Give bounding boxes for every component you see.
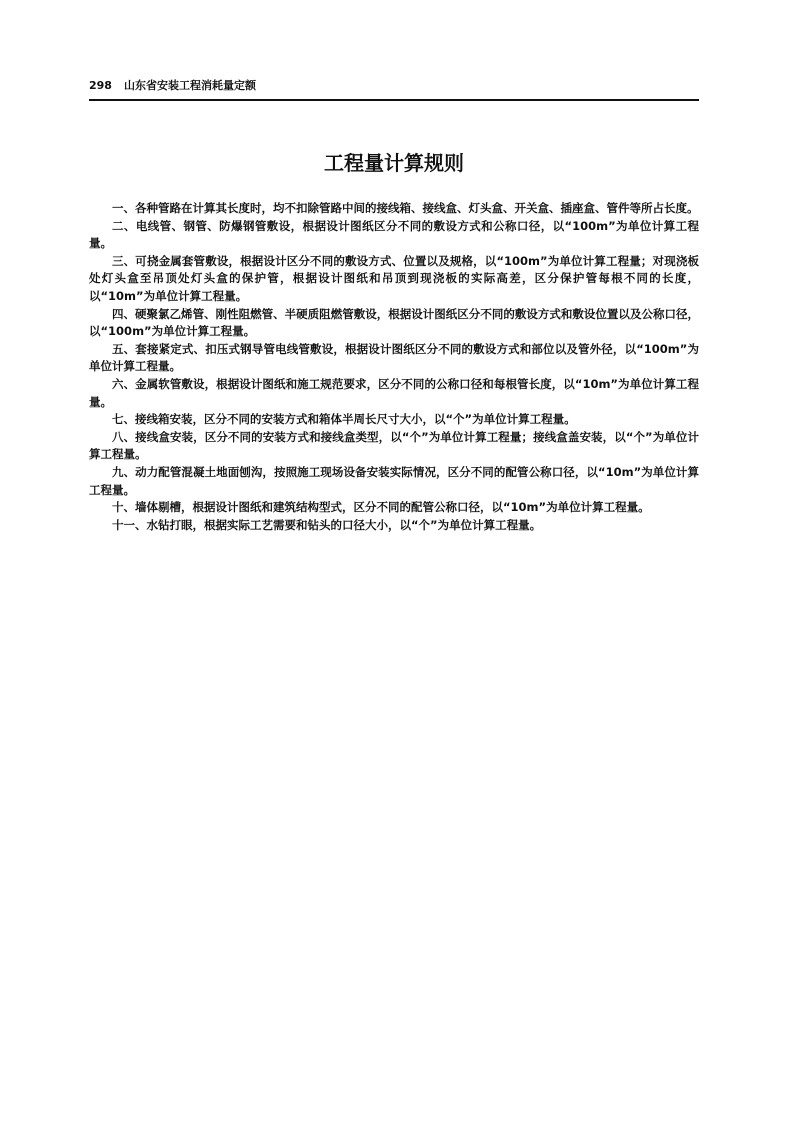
header-rule [89,99,699,101]
rules-body [89,200,699,534]
rule-paragraph: 四、硬聚氯乙烯管、刚性阻燃管、半硬质阻燃管敷设，根据设计图纸区分不同的敷设方式和敷设位置以及公称口径，以“100m”为单位计算工程量。 [89,306,699,339]
rule-paragraph: 六、金属软管敷设，根据设计图纸和施工规范要求，区分不同的公称口径和每根管长度，以“10m”为单位计算工程量。 [89,376,699,409]
rule-paragraph: 一、各种管路在计算其长度时，均不扣除管路中间的接线箱、接线盒、灯头盒、开关盒、插座盒、管件等所占长度。 [112,201,699,215]
rule-paragraph: 五、套接紧定式、扣压式钢导管电线管敷设，根据设计图纸区分不同的敷设方式和部位以及管外径，以“100m”为单位计算工程量。 [89,341,699,374]
rule-paragraph: 七、接线箱安装，区分不同的安装方式和箱体半周长尺寸大小，以“个”为单位计算工程量。 [112,412,576,427]
rule-paragraph: 十一、水钻打眼，根据实际工艺需要和钻头的口径大小，以“个”为单位计算工程量。 [112,517,542,532]
rule-paragraph: 三、可挠金属套管敷设，根据设计区分不同的敷设方式、位置以及规格，以“100m”为单位计算工程量；对现浇板处灯头盒至吊顶处灯头盒的保护管，根据设计图纸和吊顶到现浇板的实际高差，区分保护管每根不同的长度，以“10m”为单位计算工程量。 [89,253,699,303]
book-title: 山东省安装工程消耗量定额 [123,79,256,92]
running-header [89,77,699,95]
page-number: 298 [89,79,112,92]
rule-paragraph: 八、接线盒安装，区分不同的安装方式和接线盒类型，以“个”为单位计算工程量；接线盒盖安装，以“个”为单位计算工程量。 [89,429,699,462]
rule-paragraph: 二、电线管、钢管、防爆钢管敷设，根据设计图纸区分不同的敷设方式和公称口径，以“100m”为单位计算工程量。 [89,218,699,251]
rule-paragraph: 九、动力配管混凝土地面刨沟，按照施工现场设备安装实际情况，区分不同的配管公称口径，以“10m”为单位计算工程量。 [89,464,699,497]
rule-paragraph: 十、墙体剔槽，根据设计图纸和建筑结构型式，区分不同的配管公称口径，以“10m”为单位计算工程量。 [112,500,650,515]
section-title: 工程量计算规则 [324,151,464,175]
